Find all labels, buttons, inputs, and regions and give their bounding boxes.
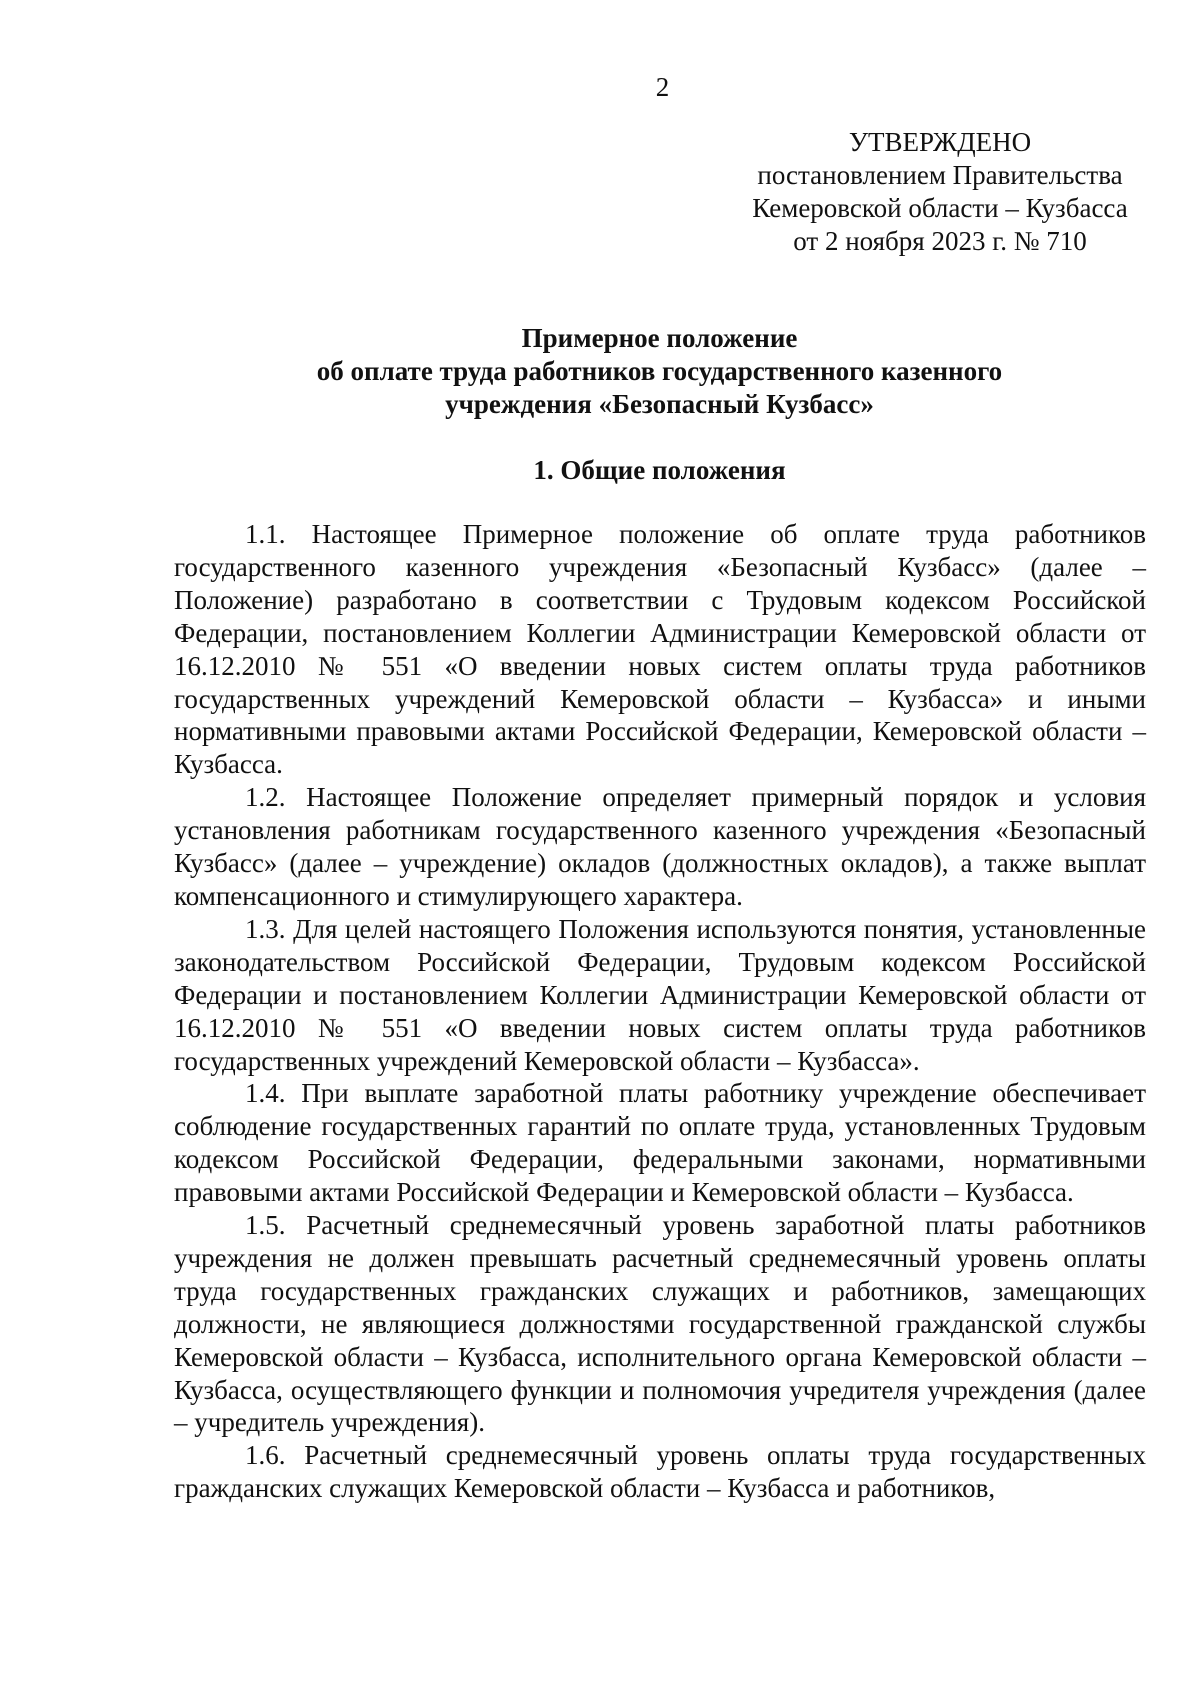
approval-line: от 2 ноября 2023 г. № 710 <box>793 226 1087 256</box>
document-body <box>174 518 1146 1505</box>
approval-line: Кемеровской области – Кузбасса <box>752 193 1128 223</box>
title-line: об оплате труда работников государственного казенного <box>316 356 1003 386</box>
paragraph-1-2: 1.2. Настоящее Положение определяет примерный порядок и условия установления работникам государственного казенного учреждения «Безопасный Кузбасс» (далее – учреждение) окладов (должностных окладов), а также выплат компенсационного и стимулирующего характера. <box>174 782 1146 911</box>
approval-stamp-block <box>700 126 1180 258</box>
paragraph-1-5: 1.5. Расчетный среднемесячный уровень заработной платы работников учреждения не должен превышать расчетный среднемесячный уровень оплаты труда государственных гражданских служащих и работников, замещающих должности, не являющиеся должностями государственной гражданской службы Кемеровской области – Кузбасса, исполнительного органа Кемеровской области – Кузбасса, осуществляющего функции и полномочия учредителя учреждения (далее – учредитель учреждения). <box>174 1210 1146 1438</box>
title-line: учреждения «Безопасный Кузбасс» <box>445 389 874 419</box>
paragraph-1-1: 1.1. Настоящее Примерное положение об оплате труда работников государственного казенного учреждения «Безопасный Кузбасс» (далее – Положение) разработано в соответствии с Трудовым кодексом Российской Федерации, постановлением Коллегии Администрации Кемеровской области от 16.12.2010 № 551 «О введении новых систем оплаты труда работников государственных учреждений Кемеровской области – Кузбасса» и иными нормативными правовыми актами Российской Федерации, Кемеровской области – Кузбасса. <box>174 519 1146 780</box>
approval-line: УТВЕРЖДЕНО <box>848 127 1032 157</box>
paragraph-1-4: 1.4. При выплате заработной платы работнику учреждение обеспечивает соблюдение государственных гарантий по оплате труда, установленных Трудовым кодексом Российской Федерации, федеральными законами, нормативными правовыми актами Российской Федерации и Кемеровской области – Кузбасса. <box>174 1078 1146 1208</box>
page-number: 2 <box>655 72 670 102</box>
approval-line: постановлением Правительства <box>757 160 1123 190</box>
paragraph-1-3: 1.3. Для целей настоящего Положения используются понятия, установленные законодательством Российской Федерации, Трудовым кодексом Российской Федерации и постановлением Коллегии Администрации Кемеровской области от 16.12.2010 № 551 «О введении новых систем оплаты труда работников государственных учреждений Кемеровской области – Кузбасса». <box>174 913 1146 1076</box>
title-line: Примерное положение <box>521 323 798 353</box>
section-heading: 1. Общие положения <box>533 455 786 485</box>
paragraph-1-6: 1.6. Расчетный среднемесячный уровень оплаты труда государственных гражданских служащих Кемеровской области – Кузбасса и работников, <box>174 1440 1146 1504</box>
document-title <box>176 322 1143 421</box>
